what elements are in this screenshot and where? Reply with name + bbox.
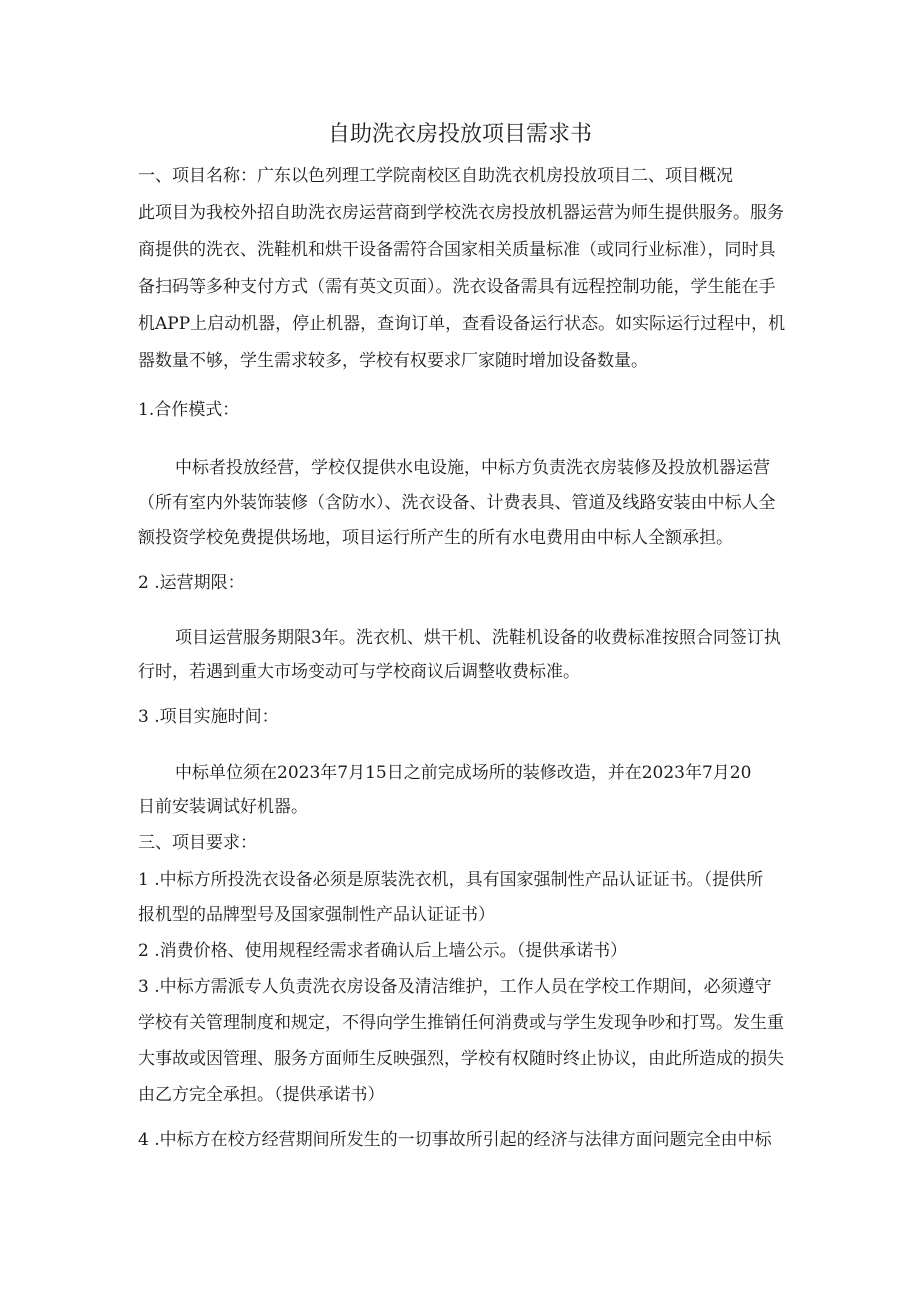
list-item-line: 4 .中标方在校方经营期间所发生的一切事故所引起的经济与法律方面问题完全由中标 xyxy=(138,1130,772,1150)
paragraph-line: 器数量不够，学生需求较多，学校有权要求厂家随时增加设备数量。 xyxy=(138,351,648,371)
paragraph-line: 日前安装调试好机器。 xyxy=(138,797,308,817)
paragraph-line: 机APP上启动机器，停止机器，查询订单，查看设备运行状态。如实际运行过程中，机 xyxy=(138,314,786,334)
list-item-line: 2 .消费价格、使用规程经需求者确认后上墙公示。（提供承诺书） xyxy=(138,941,628,961)
document-title: 自助洗衣房投放项目需求书 xyxy=(327,122,592,147)
list-item-line: 1 .中标方所投洗衣设备必须是原装洗衣机，具有国家强制性产品认证证书。（提供所 xyxy=(138,870,764,890)
paragraph-line: 项目运营服务期限3年。洗衣机、烘干机、洗鞋机设备的收费标准按照合同签订执 xyxy=(175,628,781,648)
paragraph-line: 此项目为我校外招自助洗衣房运营商到学校洗衣房投放机器运营为师生提供服务。服务 xyxy=(138,203,784,223)
list-item-line: 由乙方完全承担。（提供承诺书） xyxy=(138,1085,385,1105)
paragraph-line: 额投资学校免费提供场地，项目运行所产生的所有水电费用由中标人全额承担。 xyxy=(138,528,733,548)
list-item-line: 3 .中标方需派专人负责洗衣房设备及清洁维护，工作人员在学校工作期间，必须遵守 xyxy=(138,977,772,997)
paragraph-line: 中标单位须在2023年7月15日之前完成场所的装修改造，并在2023年7月20 xyxy=(175,763,752,783)
paragraph-line: 备扫码等多种支付方式（需有英文页面）。洗衣设备需具有远程控制功能，学生能在手 xyxy=(138,277,776,297)
paragraph-line: 商提供的洗衣、洗鞋机和烘干设备需符合国家相关质量标准（或同行业标准），同时具 xyxy=(138,240,776,260)
paragraph-line: （所有室内外装饰装修（含防水）、洗衣设备、计费表具、管道及线路安装由中标人全 xyxy=(138,493,776,513)
section-heading: 三、项目要求： xyxy=(138,833,257,853)
paragraph-line: 中标者投放经营，学校仅提供水电设施，中标方负责洗衣房装修及投放机器运营 xyxy=(175,458,770,478)
section-heading: 3 .项目实施时间： xyxy=(138,707,279,727)
list-item-line: 大事故或因管理、服务方面师生反映强烈，学校有权随时终止协议，由此所造成的损失 xyxy=(138,1049,784,1069)
paragraph-line: 一、项目名称：广东以色列理工学院南校区自助洗衣机房投放项目二、项目概况 xyxy=(138,166,733,186)
paragraph-line: 行时，若遇到重大市场变动可与学校商议后调整收费标准。 xyxy=(138,662,580,682)
list-item-line: 学校有关管理制度和规定，不得向学生推销任何消费或与学生发现争吵和打骂。发生重 xyxy=(138,1013,784,1033)
section-heading: 2 .运营期限： xyxy=(138,573,245,593)
list-item-line: 报机型的品牌型号及国家强制性产品认证证书） xyxy=(138,905,495,925)
section-heading: 1.合作模式： xyxy=(138,400,240,420)
